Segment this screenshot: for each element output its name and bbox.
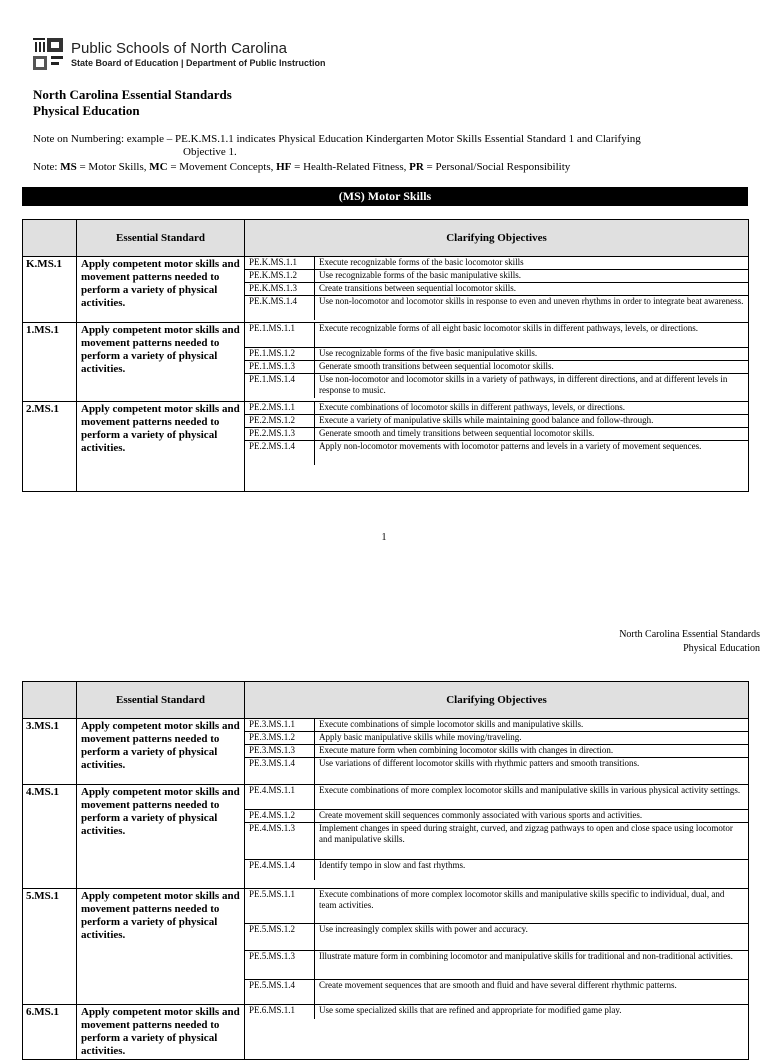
objective-code: PE.6.MS.1.1 xyxy=(245,1005,315,1019)
objective-row xyxy=(245,348,748,361)
objective-text: Generate smooth transitions between sequential locomotor skills. xyxy=(319,361,554,371)
objective-text: Use increasingly complex skills with power and accuracy. xyxy=(319,924,528,934)
document-title xyxy=(33,87,232,119)
objective-row xyxy=(245,785,748,810)
objective-code: PE.2.MS.1.3 xyxy=(245,428,315,440)
clarifying-objectives-cell xyxy=(245,1005,749,1060)
objective-row xyxy=(245,823,748,860)
org-block xyxy=(71,40,326,69)
objective-code: PE.4.MS.1.2 xyxy=(245,810,315,822)
objective-row xyxy=(245,860,748,880)
objective-text: Execute combinations of locomotor skills in different pathways, levels, or directions. xyxy=(319,402,626,412)
objective-row xyxy=(245,441,748,465)
numbering-note-line-1: Note on Numbering: example – PE.K.MS.1.1 indicates Physical Education Kindergarten Motor Skills Essential Standard 1 and Clarifying xyxy=(33,133,641,145)
clarifying-objectives-cell xyxy=(245,323,749,402)
objective-text: Use recognizable forms of the five basic manipulative skills. xyxy=(319,348,538,358)
objective-row xyxy=(245,270,748,283)
header-essential-standard: Essential Standard xyxy=(77,220,245,257)
numbering-note xyxy=(33,133,733,159)
standard-code: 2.MS.1 xyxy=(23,402,77,492)
objective-row xyxy=(245,428,748,441)
objective-row xyxy=(245,402,748,415)
header-code-cell xyxy=(23,220,77,257)
essential-standard-text: Apply competent motor skills and movement patterns needed to perform a variety of physical activities. xyxy=(77,785,245,889)
objective-text: Create movement skill sequences commonly associated with various sports and activities. xyxy=(319,810,643,820)
objective-row xyxy=(245,374,748,398)
essential-standard-text: Apply competent motor skills and movement patterns needed to perform a variety of physical activities. xyxy=(77,1005,245,1060)
page-number: 1 xyxy=(381,532,387,543)
section-band: (MS) Motor Skills xyxy=(22,187,748,206)
objective-code: PE.4.MS.1.3 xyxy=(245,823,315,859)
abbr-val: = Movement Concepts, xyxy=(167,161,277,173)
objective-code: PE.K.MS.1.2 xyxy=(245,270,315,282)
objective-row xyxy=(245,758,748,784)
objective-text: Create transitions between sequential locomotor skills. xyxy=(319,283,516,293)
objective-row xyxy=(245,283,748,296)
essential-standard-text: Apply competent motor skills and movement patterns needed to perform a variety of physical activities. xyxy=(77,889,245,1005)
objective-code: PE.5.MS.1.3 xyxy=(245,951,315,979)
objective-code: PE.1.MS.1.4 xyxy=(245,374,315,398)
objective-row xyxy=(245,732,748,745)
standard-row xyxy=(23,1005,749,1060)
abbr-key: MS xyxy=(60,161,77,173)
objective-row xyxy=(245,924,748,951)
clarifying-objectives-cell xyxy=(245,785,749,889)
table-header-row xyxy=(23,220,749,257)
objective-text: Execute combinations of more complex locomotor skills and manipulative skills in various physical activity settings. xyxy=(319,785,741,795)
clarifying-objectives-cell xyxy=(245,719,749,785)
objective-code: PE.K.MS.1.4 xyxy=(245,296,315,320)
objective-code: PE.2.MS.1.2 xyxy=(245,415,315,427)
standards-table-page-2 xyxy=(22,681,749,1060)
standard-row xyxy=(23,323,749,402)
objective-row xyxy=(245,323,748,348)
objective-row xyxy=(245,415,748,428)
objective-row xyxy=(245,296,748,320)
standard-code: 4.MS.1 xyxy=(23,785,77,889)
abbr-val: = Health-Related Fitness, xyxy=(291,161,410,173)
objective-code: PE.K.MS.1.3 xyxy=(245,283,315,295)
page-2-header-line-2: Physical Education xyxy=(683,643,760,654)
objective-row xyxy=(245,951,748,980)
abbreviation-note xyxy=(33,161,570,174)
objective-code: PE.3.MS.1.1 xyxy=(245,719,315,731)
clarifying-objectives-cell xyxy=(245,889,749,1005)
standards-table-page-1 xyxy=(22,219,749,492)
org-name: Public Schools of North Carolina xyxy=(71,39,287,57)
title-line-2: Physical Education xyxy=(33,103,140,118)
standard-code: 1.MS.1 xyxy=(23,323,77,402)
abbr-val: = Motor Skills, xyxy=(76,161,150,173)
objective-row xyxy=(245,361,748,374)
objective-row xyxy=(245,719,748,732)
header-clarifying-objectives: Clarifying Objectives xyxy=(245,220,749,257)
abbr-val: = Personal/Social Responsibility xyxy=(423,161,571,173)
objective-code: PE.4.MS.1.4 xyxy=(245,860,315,880)
objective-text: Use recognizable forms of the basic manipulative skills. xyxy=(319,270,521,280)
objective-row xyxy=(245,1005,748,1019)
objective-code: PE.3.MS.1.4 xyxy=(245,758,315,784)
clarifying-objectives-cell xyxy=(245,402,749,492)
numbering-note-line-2: Objective 1. xyxy=(183,146,237,158)
objective-text: Use non-locomotor and locomotor skills in response to even and uneven rhythms in order to integrate beat awareness. xyxy=(319,296,744,306)
objective-code: PE.3.MS.1.3 xyxy=(245,745,315,757)
objective-text: Apply basic manipulative skills while moving/traveling. xyxy=(319,732,522,742)
objective-code: PE.1.MS.1.1 xyxy=(245,323,315,347)
objective-text: Generate smooth and timely transitions between sequential locomotor skills. xyxy=(319,428,595,438)
objective-text: Execute recognizable forms of the basic locomotor skills xyxy=(319,257,524,267)
header-code-cell xyxy=(23,682,77,719)
objective-text: Identify tempo in slow and fast rhythms. xyxy=(319,860,466,870)
objective-text: Execute combinations of more complex locomotor skills and manipulative skills specific to individual, dual, and team activities. xyxy=(319,889,725,910)
standard-row xyxy=(23,402,749,492)
standard-row xyxy=(23,257,749,323)
abbr-key: PR xyxy=(409,161,424,173)
essential-standard-text: Apply competent motor skills and movement patterns needed to perform a variety of physical activities. xyxy=(77,402,245,492)
objective-text: Execute combinations of simple locomotor skills and manipulative skills. xyxy=(319,719,584,729)
objective-text: Implement changes in speed during straight, curved, and zigzag pathways to open and close space using locomotor and manipulative skills. xyxy=(319,823,733,844)
objective-code: PE.3.MS.1.2 xyxy=(245,732,315,744)
objective-text: Illustrate mature form in combining locomotor and manipulative skills for traditional and non-traditional activities. xyxy=(319,951,733,961)
objective-code: PE.K.MS.1.1 xyxy=(245,257,315,269)
objective-row xyxy=(245,810,748,823)
objective-text: Apply non-locomotor movements with locomotor patterns and levels in a variety of movement sequences. xyxy=(319,441,702,451)
objective-text: Execute a variety of manipulative skills while maintaining good balance and follow-through. xyxy=(319,415,654,425)
standard-row xyxy=(23,785,749,889)
standard-code: 5.MS.1 xyxy=(23,889,77,1005)
objective-code: PE.2.MS.1.4 xyxy=(245,441,315,465)
org-subtitle: State Board of Education | Department of Public Instruction xyxy=(71,57,326,68)
header-logo-row xyxy=(33,38,326,70)
abbr-prefix: Note: xyxy=(33,161,61,173)
objective-row xyxy=(245,257,748,270)
objective-code: PE.5.MS.1.2 xyxy=(245,924,315,950)
objective-text: Use non-locomotor and locomotor skills in a variety of pathways, in different directions, and at different levels in response to music. xyxy=(319,374,728,395)
standard-code: 6.MS.1 xyxy=(23,1005,77,1060)
table-header-row xyxy=(23,682,749,719)
header-clarifying-objectives: Clarifying Objectives xyxy=(245,682,749,719)
standard-row xyxy=(23,719,749,785)
objective-row xyxy=(245,889,748,924)
essential-standard-text: Apply competent motor skills and movement patterns needed to perform a variety of physical activities. xyxy=(77,257,245,323)
objective-text: Use some specialized skills that are refined and appropriate for modified game play. xyxy=(319,1005,622,1015)
abbr-key: HF xyxy=(276,161,292,173)
objective-text: Use variations of different locomotor skills with rhythmic patters and smooth transitions. xyxy=(319,758,640,768)
title-line-1: North Carolina Essential Standards xyxy=(33,87,232,102)
objective-row xyxy=(245,745,748,758)
essential-standard-text: Apply competent motor skills and movement patterns needed to perform a variety of physical activities. xyxy=(77,719,245,785)
objective-code: PE.5.MS.1.1 xyxy=(245,889,315,923)
objective-text: Execute recognizable forms of all eight basic locomotor skills in different pathways, levels, or directions. xyxy=(319,323,698,333)
objective-text: Create movement sequences that are smooth and fluid and have several different rhythmic patterns. xyxy=(319,980,677,990)
objective-code: PE.4.MS.1.1 xyxy=(245,785,315,809)
standard-code: 3.MS.1 xyxy=(23,719,77,785)
objective-code: PE.2.MS.1.1 xyxy=(245,402,315,414)
objective-code: PE.1.MS.1.2 xyxy=(245,348,315,360)
nc-dpi-logo-icon xyxy=(33,38,65,70)
abbr-key: MC xyxy=(149,161,168,173)
header-essential-standard: Essential Standard xyxy=(77,682,245,719)
objective-code: PE.1.MS.1.3 xyxy=(245,361,315,373)
standard-row xyxy=(23,889,749,1005)
essential-standard-text: Apply competent motor skills and movement patterns needed to perform a variety of physical activities. xyxy=(77,323,245,402)
objective-code: PE.5.MS.1.4 xyxy=(245,980,315,1004)
standard-code: K.MS.1 xyxy=(23,257,77,323)
page-2-header-line-1: North Carolina Essential Standards xyxy=(619,629,760,640)
clarifying-objectives-cell xyxy=(245,257,749,323)
objective-text: Execute mature form when combining locomotor skills with changes in direction. xyxy=(319,745,614,755)
page-2-header xyxy=(619,628,760,656)
objective-row xyxy=(245,980,748,1004)
